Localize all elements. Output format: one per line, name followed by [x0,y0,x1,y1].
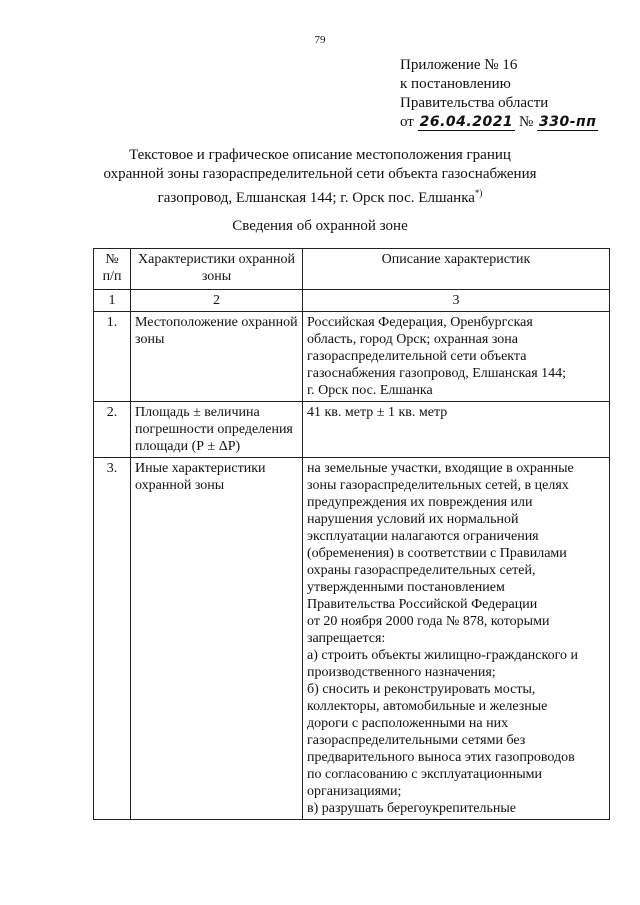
description-line: производственного назначения; [307,665,496,680]
appendix-line-3: Правительства области [400,95,549,111]
description-line: предварительного выноса этих газопроводов [307,750,575,765]
description-line: эксплуатации налагаются ограничения [307,529,539,544]
handwritten-date: 26.04.2021 [419,114,514,130]
document-title [60,146,580,208]
description-line: газораспределительными сетями без [307,733,526,748]
description-line: газораспределительной сети объекта [307,349,527,364]
description-line: Российская Федерация, Оренбургская [307,315,533,330]
appendix-date-line [400,113,598,132]
description-line: г. Орск пос. Елшанка [307,383,433,398]
title-line-3 [60,184,580,208]
title-line-3-text: газопровод, Елшанская 144; г. Орск пос. Елшанка [157,190,475,206]
description-line: коллекторы, автомобильные и железные [307,699,548,714]
description-line: дороги с расположенными на них [307,716,509,731]
row-number: 1. [94,312,131,402]
description-line: по согласованию с эксплуатационными [307,767,542,782]
appendix-block [400,56,598,132]
table-header-row [94,249,610,290]
description-line: (обременения) в соответствии с Правилами [307,546,567,561]
handwritten-number: 330-пп [539,114,597,130]
row-characteristic: Площадь ± величина погрешности определения площади (Р ± ΔР) [131,402,303,458]
description-line: утвержденными постановлением [307,580,505,595]
zone-info-table [93,248,610,820]
row-description [303,402,610,458]
header-number: № п/п [94,249,131,290]
description-line: зоны газораспределительных сетей, в целях [307,478,569,493]
header-description: Описание характеристик [303,249,610,290]
numbering-cell: 1 [94,290,131,312]
numbering-cell: 3 [303,290,610,312]
description-line: 41 кв. метр ± 1 кв. метр [307,405,448,420]
description-line: а) строить объекты жилищно-гражданского и [307,648,578,663]
row-number: 2. [94,402,131,458]
description-line: Правительства Российской Федерации [307,597,538,612]
number-prefix: № [518,114,534,130]
description-line: запрещается: [307,631,386,646]
title-line-2: охранной зоны газораспределительной сети объекта газоснабжения [103,166,537,182]
table-row [94,402,610,458]
appendix-line-2: к постановлению [400,76,511,92]
header-characteristic: Характеристики охранной зоны [131,249,303,290]
description-line: область, город Орск; охранная зона [307,332,518,347]
description-line: газоснабжения газопровод, Елшанская 144; [307,366,567,381]
numbering-cell: 2 [131,290,303,312]
row-characteristic: Местоположение охранной зоны [131,312,303,402]
row-description [303,458,610,820]
appendix-line-1: Приложение № 16 [400,57,518,73]
title-line-1: Текстовое и графическое описание местоположения границ [129,147,511,163]
description-line: предупреждения их повреждения или [307,495,533,510]
description-line: организациями; [307,784,402,799]
description-line: от 20 ноября 2000 года № 878, которыми [307,614,550,629]
table-row [94,458,610,820]
date-prefix: от [400,114,414,130]
row-characteristic: Иные характеристики охранной зоны [131,458,303,820]
row-number: 3. [94,458,131,820]
description-line: нарушения условий их нормальной [307,512,519,527]
row-description [303,312,610,402]
description-line: б) сносить и реконструировать мосты, [307,682,536,697]
description-line: на земельные участки, входящие в охранные [307,461,574,476]
table-numbering-row [94,290,610,312]
footnote-mark: *) [474,188,483,198]
table-row [94,312,610,402]
description-line: в) разрушать берегоукрепительные [307,801,517,816]
description-line: охраны газораспределительных сетей, [307,563,536,578]
section-subtitle: Сведения об охранной зоне [232,218,408,234]
page-number: 79 [314,34,326,46]
